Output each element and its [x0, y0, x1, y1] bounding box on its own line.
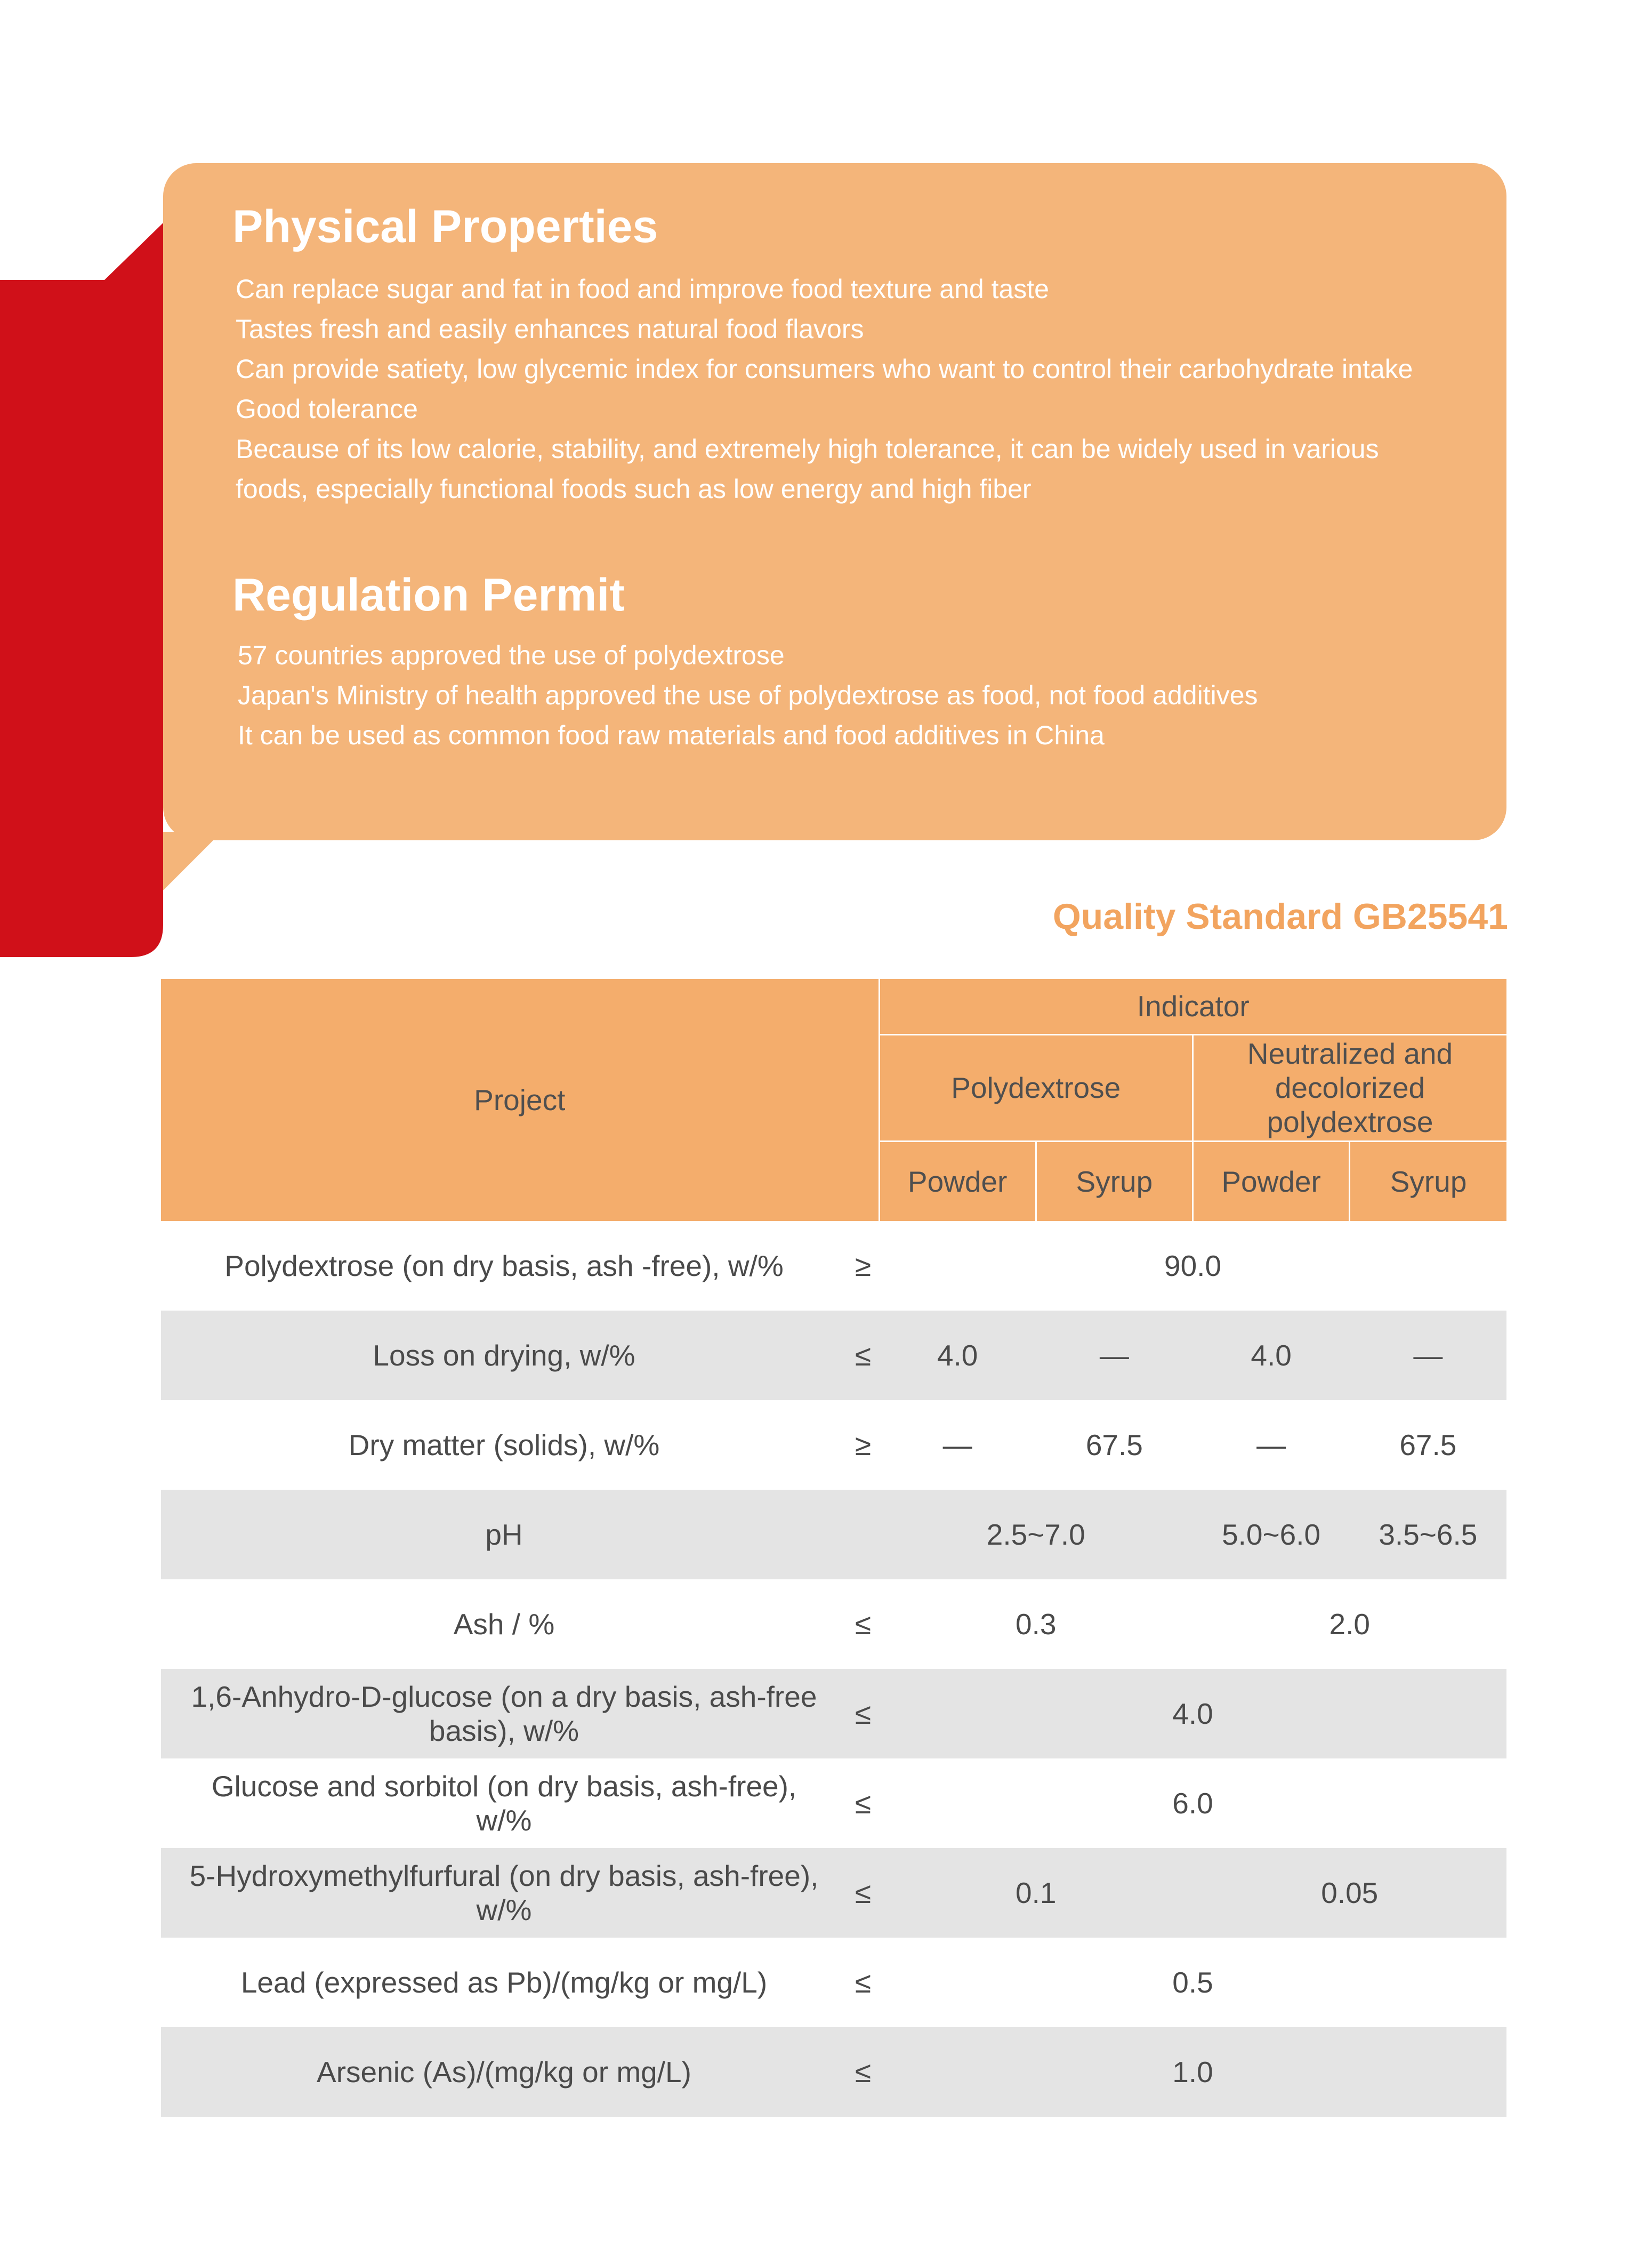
- row-value: —: [1036, 1311, 1192, 1400]
- row-operator: ≤: [847, 1311, 879, 1400]
- header-powder: Powder: [1192, 1141, 1349, 1221]
- row-project: Lead (expressed as Pb)/(mg/kg or mg/L): [240, 1966, 768, 1999]
- row-operator: ≥: [855, 1249, 872, 1282]
- header-indicator: Indicator: [879, 979, 1506, 1034]
- row-project: pH: [161, 1490, 847, 1579]
- row-project: Loss on drying, w/%: [161, 1311, 847, 1400]
- row-operator: ≤: [847, 1848, 879, 1938]
- row-value: 3.5~6.5: [1350, 1490, 1506, 1579]
- list-item: Can replace sugar and fat in food and improve food texture and taste: [236, 274, 1049, 304]
- table-row: [161, 1848, 1506, 1938]
- header-project: Project: [161, 979, 879, 1221]
- row-value: 90.0: [1164, 1249, 1222, 1282]
- quality-standard-title: Quality Standard GB25541: [1052, 896, 1508, 937]
- regulation-permit-title: Regulation Permit: [232, 569, 625, 621]
- list-item: Because of its low calorie, stability, and extremely high tolerance, it can be widely used in various foods, especially functional foods such as low energy and high fiber: [236, 434, 1379, 504]
- row-project: Ash / %: [453, 1608, 555, 1641]
- info-panel-tail: [163, 832, 222, 896]
- row-project: 1,6-Anhydro-D-glucose (on a dry basis, ash-free basis), w/%: [161, 1669, 847, 1758]
- table-row: [161, 1758, 1506, 1848]
- row-operator: ≤: [855, 1787, 872, 1820]
- list-item: Can provide satiety, low glycemic index for consumers who want to control their carbohydrate intake: [236, 354, 1413, 384]
- row-value: 0.1: [879, 1848, 1192, 1938]
- row-value: —: [942, 1428, 972, 1461]
- table-row: [161, 1490, 1506, 1579]
- row-value: 0.05: [1192, 1848, 1506, 1938]
- row-value: —: [1256, 1428, 1286, 1461]
- row-value: 2.0: [1329, 1608, 1370, 1641]
- physical-properties-title: Physical Properties: [232, 201, 658, 252]
- header-syrup: Syrup: [1036, 1141, 1192, 1221]
- row-project: Glucose and sorbitol (on dry basis, ash-free), w/%: [211, 1770, 797, 1837]
- row-value: 0.5: [1172, 1966, 1213, 1999]
- row-value: 67.5: [1085, 1428, 1143, 1461]
- row-value: 4.0: [879, 1669, 1506, 1758]
- table-row: [161, 1400, 1506, 1490]
- row-project: Arsenic (As)/(mg/kg or mg/L): [161, 2027, 847, 2117]
- row-value: 4.0: [1192, 1311, 1349, 1400]
- row-value: 6.0: [1172, 1787, 1213, 1820]
- row-value: 5.0~6.0: [1192, 1490, 1349, 1579]
- row-project: Polydextrose (on dry basis, ash -free), w/%: [224, 1249, 784, 1282]
- row-operator: ≤: [847, 2027, 879, 2117]
- row-value: 1.0: [879, 2027, 1506, 2117]
- header-powder: Powder: [879, 1141, 1036, 1221]
- header-neutralized: Neutralized and decolorized polydextrose: [1192, 1034, 1506, 1141]
- row-project: Dry matter (solids), w/%: [348, 1428, 660, 1461]
- list-item: Tastes fresh and easily enhances natural food flavors: [236, 314, 864, 344]
- row-value: 67.5: [1399, 1428, 1457, 1461]
- physical-properties-list: [236, 269, 1419, 509]
- regulation-permit-list: [238, 636, 1421, 756]
- row-value: 4.0: [879, 1311, 1036, 1400]
- row-project: 5-Hydroxymethylfurfural (on dry basis, ash-free), w/%: [161, 1848, 847, 1938]
- quality-standard-table: [161, 979, 1506, 2117]
- row-value: 0.3: [1016, 1608, 1057, 1641]
- table-row: [161, 1311, 1506, 1400]
- list-item: It can be used as common food raw materials and food additives in China: [238, 720, 1105, 750]
- row-value: 2.5~7.0: [879, 1490, 1192, 1579]
- row-operator: ≤: [855, 1966, 872, 1999]
- row-operator: ≤: [855, 1608, 872, 1641]
- row-operator: ≥: [855, 1428, 872, 1461]
- list-item: Good tolerance: [236, 394, 418, 424]
- row-operator: ≤: [847, 1669, 879, 1758]
- row-value: —: [1350, 1311, 1506, 1400]
- list-item: 57 countries approved the use of polydextrose: [238, 640, 785, 670]
- header-polydextrose: Polydextrose: [879, 1034, 1192, 1141]
- header-syrup: Syrup: [1350, 1141, 1506, 1221]
- list-item: Japan's Ministry of health approved the use of polydextrose as food, not food additives: [238, 680, 1258, 710]
- table-row: [161, 1669, 1506, 1758]
- row-operator: [847, 1490, 879, 1579]
- red-side-decoration: [0, 0, 171, 960]
- table-row: [161, 1221, 1506, 1311]
- table-row: [161, 1938, 1506, 2027]
- table-row: [161, 2027, 1506, 2117]
- table-row: [161, 1579, 1506, 1669]
